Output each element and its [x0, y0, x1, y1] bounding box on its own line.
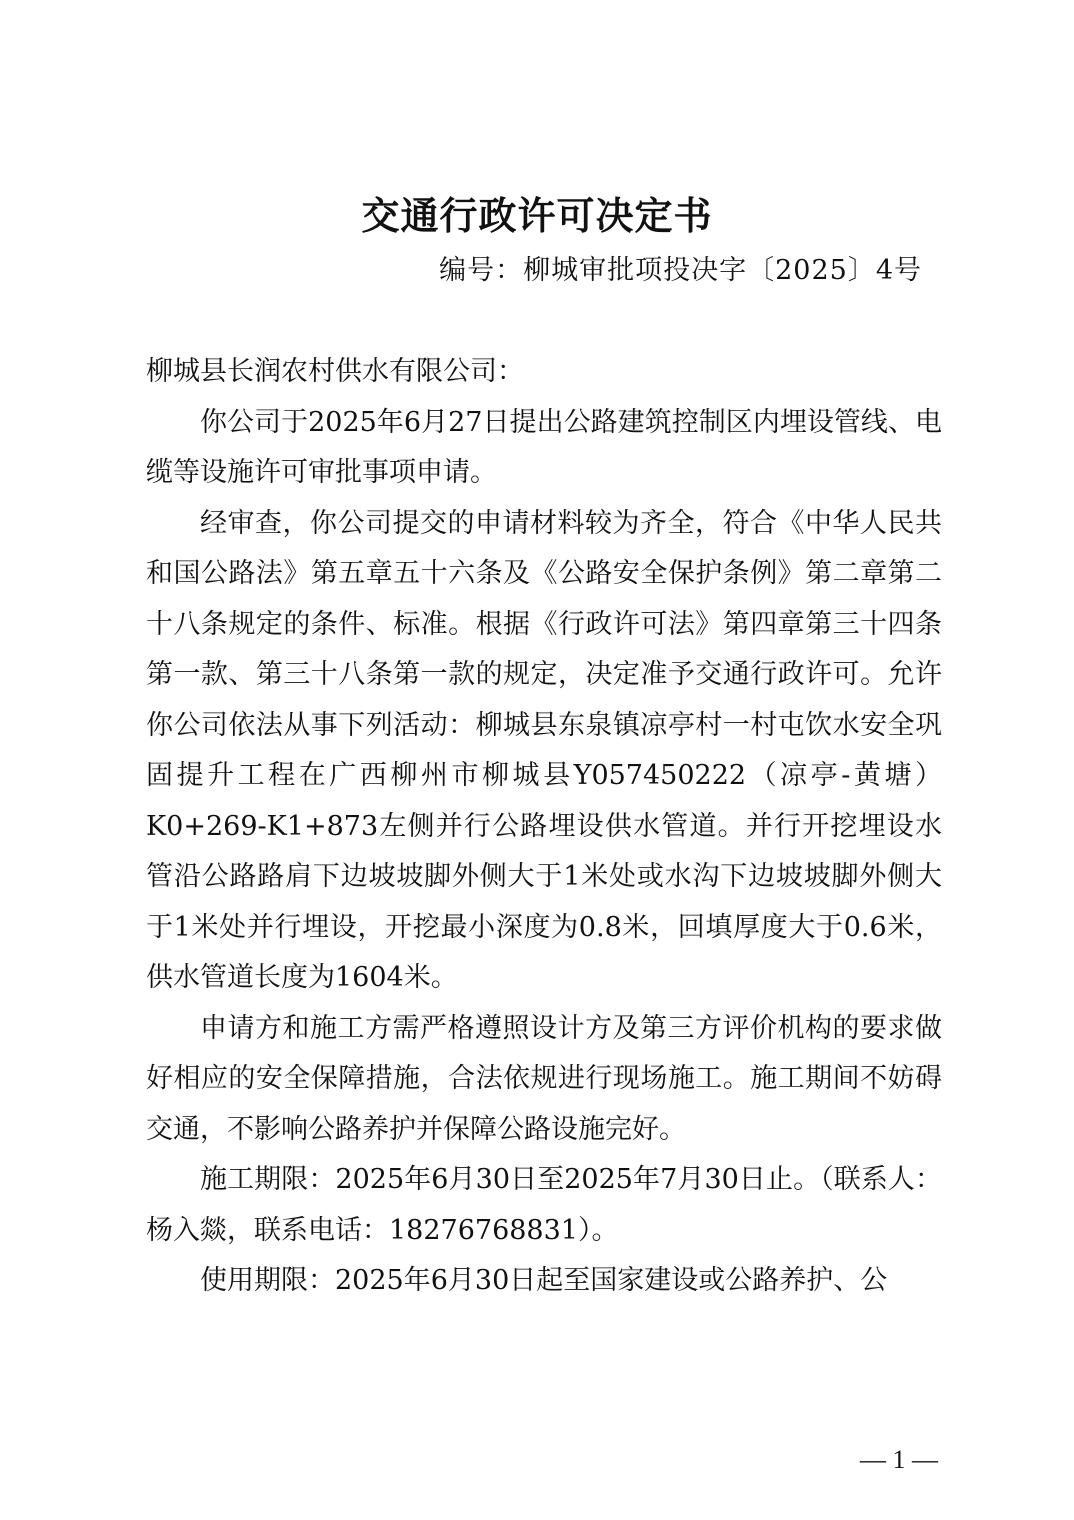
paragraph-application: 你公司于2025年6月27日提出公路建筑控制区内埋设管线、电缆等设施许可审批事项申请。: [146, 406, 942, 488]
salutation: 柳城县长润农村供水有限公司：: [146, 356, 524, 387]
document-number: 编号：柳城审批项投决字〔2025〕4号: [439, 255, 922, 286]
page-number: — 1 —: [860, 1445, 938, 1474]
paragraph-review-decision: 经审查，你公司提交的申请材料较为齐全，符合《中华人民共和国公路法》第五章五十六条及《公路安全保护条例》第二章第二十八条规定的条件、标准。根据《行政许可法》第四章第三十四条第一款、第三十八条第一款的规定，决定准予交通行政许可。允许你公司依法从事下列活动：柳城县东泉镇凉亭村一村屯饮水安全巩固提升工程在广西柳州市柳城县Y057450222（凉亭-黄塘）K0+269-K1+873左侧并行公路埋设供水管道。并行开挖埋设水管沿公路路肩下边坡坡脚外侧大于1米处或水沟下边坡坡脚外侧大于1米处并行埋设，开挖最小深度为0.8米，回填厚度大于0.6米，供水管道长度为1604米。: [146, 507, 942, 993]
document-title: 交通行政许可决定书: [361, 193, 713, 238]
paragraph-construction-period: 施工期限：2025年6月30日至2025年7月30日止。（联系人：杨入燚，联系电话：18276768831）。: [146, 1164, 942, 1246]
paragraph-safety-requirements: 申请方和施工方需严格遵照设计方及第三方评价机构的要求做好相应的安全保障措施，合法依规进行现场施工。施工期间不妨碍交通，不影响公路养护并保障公路设施完好。: [146, 1012, 942, 1145]
document-body: [146, 347, 942, 1307]
paragraph-usage-period: 使用期限：2025年6月30日起至国家建设或公路养护、公: [200, 1265, 888, 1296]
